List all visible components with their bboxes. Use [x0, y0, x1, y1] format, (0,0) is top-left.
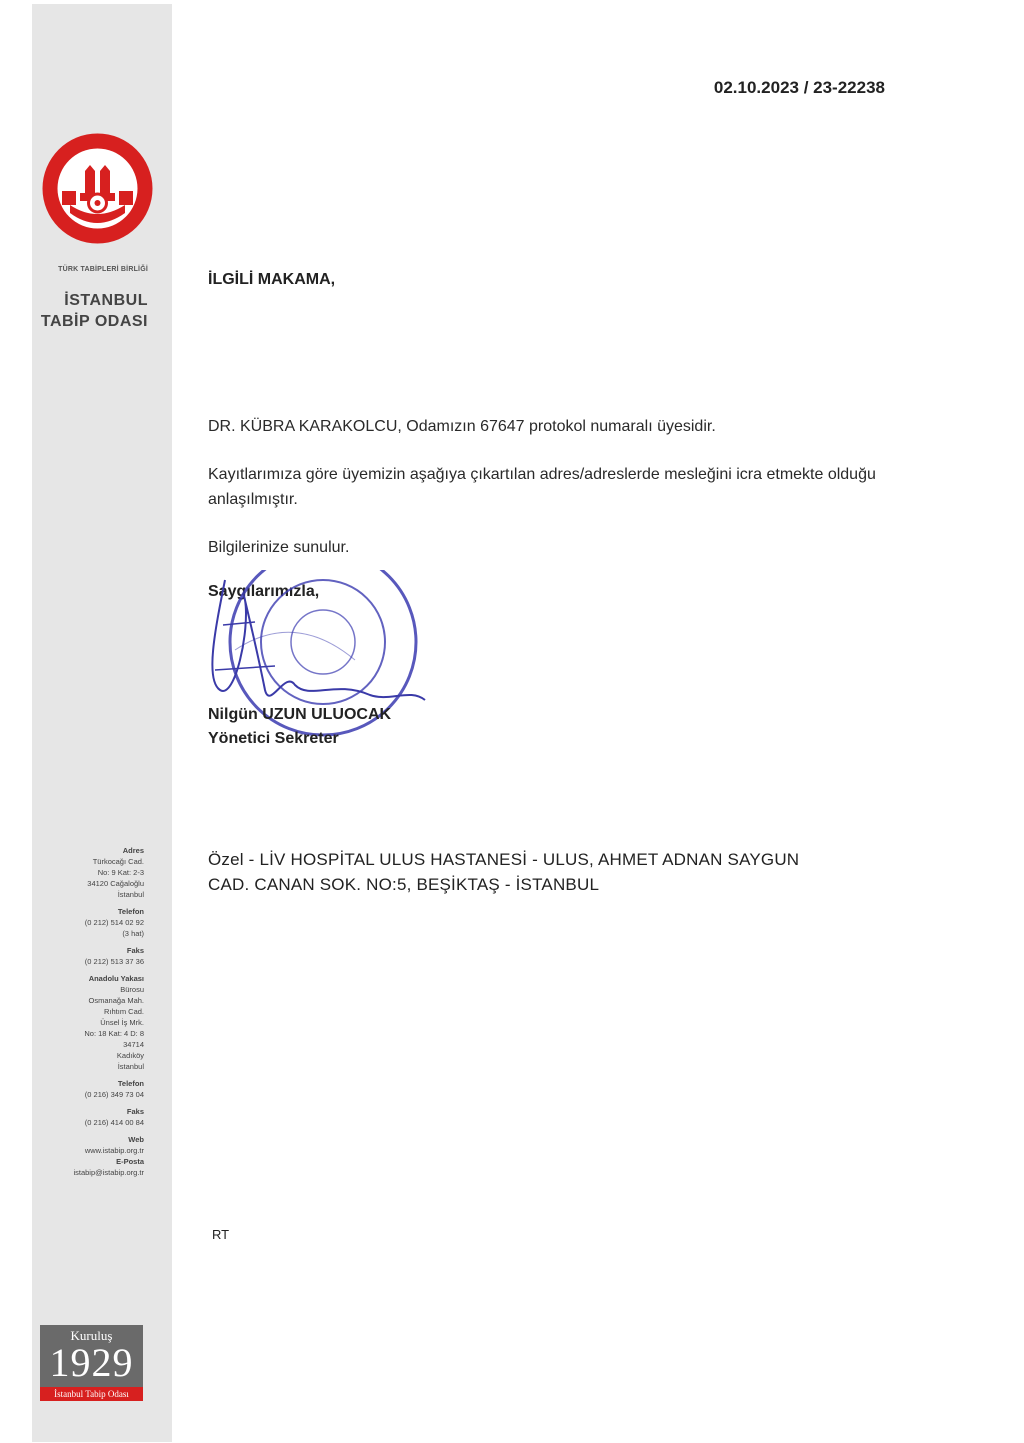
workplace-line: CAD. CANAN SOK. NO:5, BEŞİKTAŞ - İSTANBUL — [208, 875, 600, 894]
signer-title: Yönetici Sekreter — [208, 730, 339, 747]
founded-tag: İstanbul Tabip Odası — [40, 1387, 143, 1401]
phone-line: (3 hat) — [122, 929, 144, 938]
branch-line: 34714 — [123, 1040, 144, 1049]
address-label: Adres — [122, 846, 144, 855]
address-line: 34120 Cağaloğlu — [87, 879, 144, 888]
practice-paragraph: Kayıtlarımıza göre üyemizin aşağıya çıkartılan adres/adreslerde mesleğini icra etmekte olduğu anlaşılmıştır. — [208, 466, 876, 508]
founded-year: 1929 — [49, 1340, 134, 1385]
organization-name-line1: İSTANBUL — [64, 292, 148, 309]
branch-fax: (0 216) 414 00 84 — [84, 1118, 144, 1127]
website-link[interactable]: www.istabip.org.tr — [84, 1146, 144, 1155]
founded-badge — [40, 1325, 143, 1401]
signer-name: Nilgün UZUN ULUOCAK — [208, 706, 392, 723]
branch-line: Kadıköy — [116, 1051, 144, 1060]
salutation: İLGİLİ MAKAMA, — [208, 271, 336, 288]
organization-name — [40, 290, 148, 332]
branch-line: Ünsel İş Mrk. — [100, 1018, 144, 1027]
typist-initials: RT — [212, 1227, 230, 1242]
contact-block — [40, 845, 144, 1178]
submission-paragraph: Bilgilerinize sunulur. — [208, 539, 350, 556]
fax-number: (0 212) 513 37 36 — [84, 957, 144, 966]
email-link[interactable]: istabip@istabip.org.tr — [73, 1168, 144, 1177]
founded-label: Kuruluş — [70, 1328, 113, 1343]
branch-label: Anadolu Yakası — [88, 974, 144, 983]
web-label: Web — [128, 1135, 144, 1144]
phone-line: (0 212) 514 02 92 — [84, 918, 144, 927]
address-line: Türkocağı Cad. — [92, 857, 144, 866]
branch-line: No: 18 Kat: 4 D: 8 — [84, 1029, 144, 1038]
phone-label: Telefon — [117, 907, 144, 916]
branch-line: Osmanağa Mah. — [88, 996, 144, 1005]
handwritten-signature-icon — [212, 580, 425, 700]
organization-name-line2: TABİP ODASI — [40, 313, 148, 330]
workplace-line: Özel - LİV HOSPİTAL ULUS HASTANESİ - ULUS, AHMET ADNAN SAYGUN — [208, 850, 800, 869]
branch-phone: (0 216) 349 73 04 — [84, 1090, 144, 1099]
address-line: İstanbul — [117, 890, 144, 899]
closing: Saygılarımızla, — [208, 583, 320, 600]
workplace-address — [208, 847, 908, 897]
membership-paragraph: DR. KÜBRA KARAKOLCU, Odamızın 67647 protokol numaralı üyesidir. — [208, 418, 716, 435]
reference-number: 02.10.2023 / 23-22238 — [713, 78, 885, 97]
branch-phone-label: Telefon — [117, 1079, 144, 1088]
address-line: No: 9 Kat: 2-3 — [97, 868, 144, 877]
branch-fax-label: Faks — [126, 1107, 144, 1116]
signer-block — [208, 703, 391, 751]
federation-name: TÜRK TABİPLERİ BİRLİĞİ — [58, 266, 148, 273]
branch-label: Bürosu — [120, 985, 144, 994]
istanbul-tabip-odasi-seal-icon — [40, 131, 155, 246]
branch-line: Rıhtım Cad. — [103, 1007, 144, 1016]
email-label: E-Posta — [116, 1157, 144, 1166]
branch-line: İstanbul — [117, 1062, 144, 1071]
fax-label: Faks — [126, 946, 144, 955]
